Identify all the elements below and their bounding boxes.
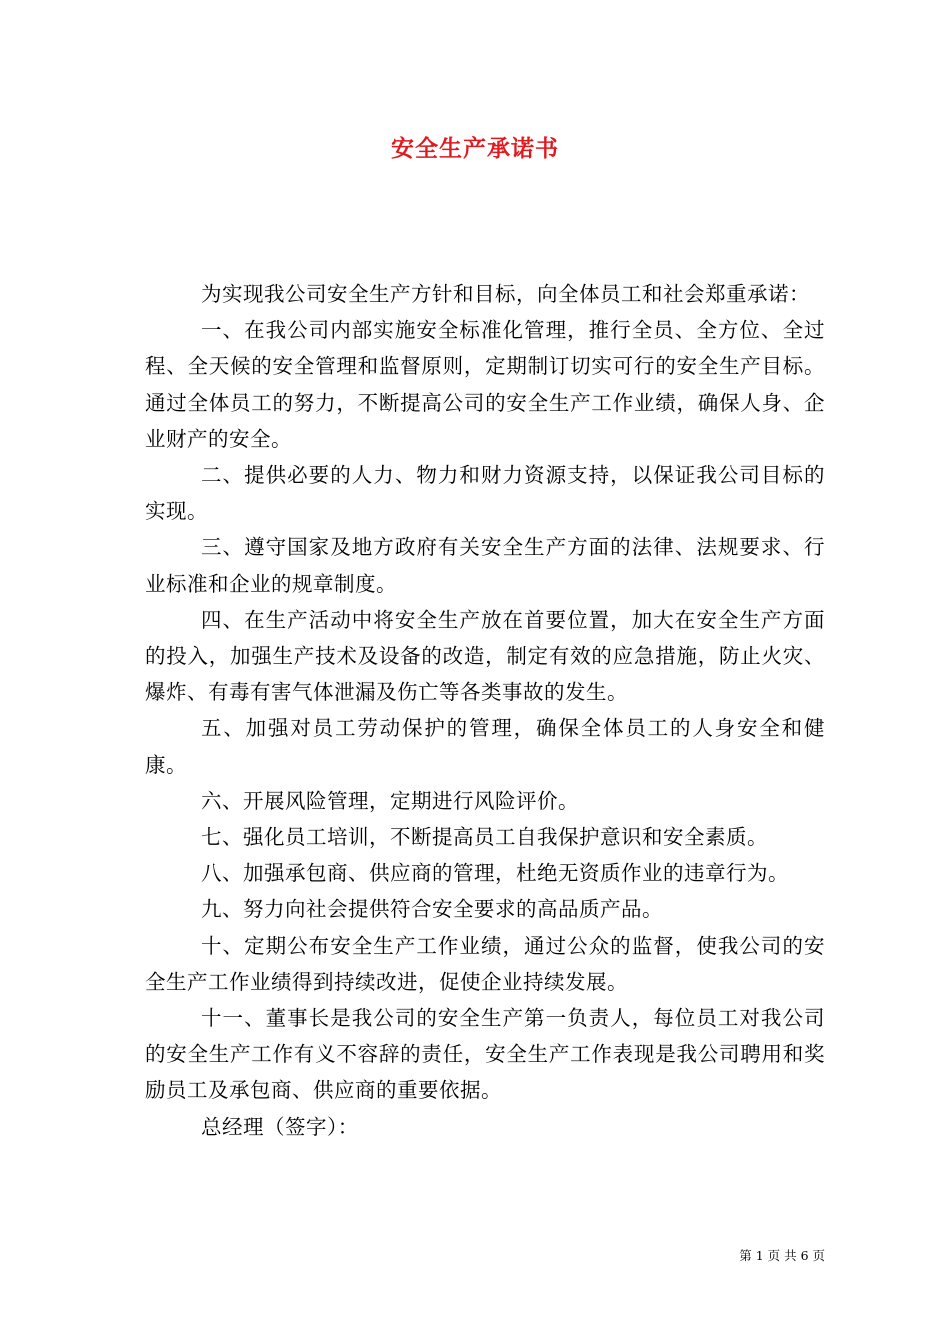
- commitment-item-2: 二、提供必要的人力、物力和财力资源支持，以保证我公司目标的实现。: [145, 463, 825, 524]
- intro-paragraph: 为实现我公司安全生产方针和目标，向全体员工和社会郑重承诺：: [201, 282, 810, 306]
- commitment-item-1: 一、在我公司内部实施安全标准化管理，推行全员、全方位、全过程、全天候的安全管理和监督原则，定期制订切实可行的安全生产目标。通过全体员工的努力，不断提高公司的安全生产工作业绩，确保人身、企业财产的安全。: [145, 318, 825, 451]
- commitment-item-6: 六、开展风险管理，定期进行风险评价。: [201, 788, 579, 813]
- signature-label: 总经理（签字）：: [201, 1114, 359, 1139]
- commitment-item-9: 九、努力向社会提供符合安全要求的高品质产品。: [201, 897, 663, 922]
- document-title: 安全生产承诺书: [391, 135, 559, 162]
- document-body: [145, 276, 825, 1145]
- commitment-item-3: 三、遵守国家及地方政府有关安全生产方面的法律、法规要求、行业标准和企业的规章制度。: [145, 535, 825, 596]
- commitment-item-10: 十、定期公布安全生产工作业绩，通过公众的监督，使我公司的安全生产工作业绩得到持续改进，促使企业持续发展。: [145, 933, 825, 994]
- commitment-item-7: 七、强化员工培训，不断提高员工自我保护意识和安全素质。: [201, 825, 768, 850]
- page-footer: 第 1 页 共 6 页: [739, 1248, 825, 1263]
- commitment-item-5: 五、加强对员工劳动保护的管理，确保全体员工的人身安全和健康。: [145, 716, 825, 777]
- commitment-item-11: 十一、董事长是我公司的安全生产第一负责人，每位员工对我公司的安全生产工作有义不容辞的责任，安全生产工作表现是我公司聘用和奖励员工及承包商、供应商的重要依据。: [145, 1006, 825, 1103]
- commitment-item-4: 四、在生产活动中将安全生产放在首要位置，加大在安全生产方面的投入，加强生产技术及设备的改造，制定有效的应急措施，防止火灾、爆炸、有毒有害气体泄漏及伤亡等各类事故的发生。: [145, 607, 825, 705]
- commitment-item-8: 八、加强承包商、供应商的管理，杜绝无资质作业的违章行为。: [201, 861, 789, 886]
